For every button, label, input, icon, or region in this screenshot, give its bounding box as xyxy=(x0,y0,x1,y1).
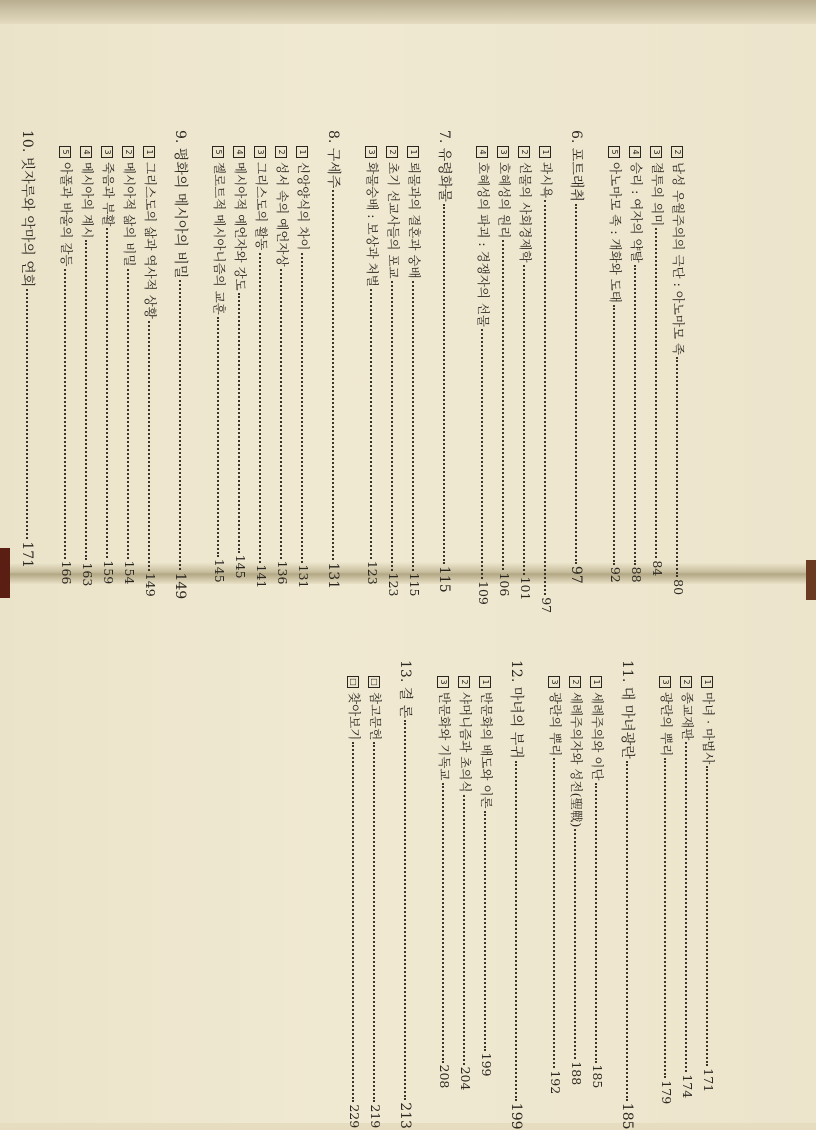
toc-entry-title: 반문화와 기독교 xyxy=(437,692,452,781)
toc-entry-title: 아노마모 족 : 개화와 도태 xyxy=(608,162,623,303)
toc-page-number: 171 xyxy=(701,1068,716,1093)
toc-page-number: 115 xyxy=(436,565,452,593)
toc-leader-dots xyxy=(575,829,577,1059)
toc-page-number: 145 xyxy=(212,558,227,583)
toc-entry-title: 젤로트적 메시아니즘의 교훈 xyxy=(212,162,227,315)
toc-leader-dots xyxy=(464,795,466,1065)
toc-entry-number: 3 xyxy=(438,676,450,688)
toc-chapter xyxy=(508,660,524,1130)
toc-entry-title: 신앙양식의 차이 xyxy=(296,162,311,251)
toc-entry xyxy=(568,676,584,1085)
toc-entry-title: 세례주의자와 성전(聖戰) xyxy=(569,692,584,828)
toc-page-number: 115 xyxy=(407,572,422,597)
toc-entry xyxy=(367,676,383,1128)
toc-entry-number: 2 xyxy=(459,676,471,688)
toc-entry xyxy=(436,676,452,1088)
toc-entry-number: 4 xyxy=(234,146,246,158)
toc-page-number: 204 xyxy=(458,1066,473,1091)
toc-entry-title: 10. 빗자루와 악마의 연회 xyxy=(19,130,35,288)
toc-entry-number: 1 xyxy=(591,676,603,688)
toc-page-number: 145 xyxy=(233,554,248,579)
toc-entry-title: 13. 결 론 xyxy=(397,660,413,719)
toc-page-number: 136 xyxy=(275,560,290,585)
toc-entry-title: 7. 유령화물 xyxy=(436,130,452,202)
toc-page-number: 84 xyxy=(650,560,665,577)
toc-entry-title: 과시욕 xyxy=(539,162,554,199)
toc-entry-number: 3 xyxy=(549,676,561,688)
toc-entry-number: 1 xyxy=(702,676,714,688)
toc-page-number: 159 xyxy=(101,560,116,585)
toc-entry-number: 4 xyxy=(630,146,642,158)
toc-entry xyxy=(658,676,674,1104)
toc-page-number: 179 xyxy=(659,1080,674,1105)
toc-entry-number: 1 xyxy=(144,146,156,158)
toc-page-number: 97 xyxy=(539,597,554,614)
toc-entry-number: □ xyxy=(348,676,360,688)
toc-entry-title: 결투의 의미 xyxy=(650,162,665,227)
toc-entry-number: 1 xyxy=(540,146,552,158)
toc-entry-title: 반문화의 배도와 이론 xyxy=(479,692,494,809)
toc-entry xyxy=(547,676,563,1094)
toc-page-number: 171 xyxy=(19,541,35,569)
toc-page-number: 149 xyxy=(143,572,158,597)
toc-entry-number: □ xyxy=(369,676,381,688)
toc-entry-title: 메시아적 예언자와 강도 xyxy=(233,162,248,291)
toc-page-number: 166 xyxy=(59,560,74,585)
toc-leader-dots xyxy=(596,783,598,1063)
toc-page-number: 88 xyxy=(629,566,644,583)
toc-page-number: 131 xyxy=(296,564,311,589)
toc-leader-dots xyxy=(353,742,355,1102)
toc-entry xyxy=(589,676,605,1088)
toc-entry-title: 11. 대 마녀광란 xyxy=(619,660,635,759)
toc-entry xyxy=(346,676,362,1128)
toc-entry-number: 4 xyxy=(477,146,489,158)
toc-page-number: 101 xyxy=(518,576,533,601)
toc-entry-title: 마녀 · 마법사 xyxy=(701,692,716,765)
toc-leader-dots xyxy=(626,761,628,1101)
toc-page-number: 106 xyxy=(497,572,512,597)
toc-page-number: 174 xyxy=(680,1074,695,1099)
toc-leader-dots xyxy=(665,758,667,1078)
toc-entry-number: 3 xyxy=(255,146,267,158)
toc-entry-number: 5 xyxy=(609,146,621,158)
toc-page-number: 185 xyxy=(619,1102,635,1130)
toc-entry-title: 참고문헌 xyxy=(368,692,383,741)
toc-entry-number: 1 xyxy=(408,146,420,158)
toc-entry-number: 2 xyxy=(387,146,399,158)
toc-chapter xyxy=(619,660,635,1130)
toc-entry-number: 1 xyxy=(297,146,309,158)
toc-entry xyxy=(478,676,494,1076)
toc-entry-number: 3 xyxy=(651,146,663,158)
toc-entry-title: 8. 구세주 xyxy=(325,130,341,189)
toc-entry-number: 1 xyxy=(480,676,492,688)
toc-entry-title: 샤머니즘과 초의식 xyxy=(458,692,473,793)
toc-entry-number: 4 xyxy=(81,146,93,158)
toc-leader-dots xyxy=(443,783,445,1063)
toc-page-number: 188 xyxy=(569,1061,584,1086)
toc-entry-title: 세례주의와 이단 xyxy=(590,692,605,781)
toc-entry-title: 그리스도의 삶과 역사적 상황 xyxy=(143,162,158,319)
toc-page-number: 213 xyxy=(397,1102,413,1129)
toc-entry-title: 6. 포트래취 xyxy=(568,130,584,202)
toc-page-number: 80 xyxy=(671,579,686,596)
toc-entry-number: 3 xyxy=(366,146,378,158)
toc-entry xyxy=(457,676,473,1090)
toc-entry xyxy=(700,676,716,1092)
toc-leader-dots xyxy=(404,720,406,1100)
toc-page-number: 109 xyxy=(476,581,491,605)
toc-page-number: 229 xyxy=(347,1104,362,1129)
toc-entry-title: 성서 속의 예언자상 xyxy=(275,162,290,267)
toc-entry-title: 호혜성의 원리 xyxy=(497,162,512,239)
toc-entry-number: 5 xyxy=(60,146,72,158)
toc-page-number: 92 xyxy=(608,566,623,583)
toc-entry-number: 2 xyxy=(123,146,135,158)
toc-entry-number: 2 xyxy=(672,146,684,158)
toc-entry-title: 승리 : 여자의 약탈 xyxy=(629,162,644,263)
toc-entry-number: 5 xyxy=(213,146,225,158)
toc-entry-title: 그리스도의 활동 xyxy=(254,162,269,251)
toc-entry-title: 찾아보기 xyxy=(347,692,362,741)
toc-page-number: 199 xyxy=(508,1102,524,1130)
toc-entry-title: 죽음과 부활 xyxy=(101,162,116,227)
toc-page-number: 208 xyxy=(437,1064,452,1089)
toc-entry-title: 종교재판 xyxy=(680,692,695,741)
toc-entry xyxy=(679,676,695,1098)
toc-entry-title: 광란의 뿌리 xyxy=(548,692,563,757)
toc-entry-title: 초기 선교사들의 포교 xyxy=(386,162,401,279)
toc-entry-title: 메시아적 삶의 비밀 xyxy=(122,162,137,267)
toc-page-number: 185 xyxy=(590,1064,605,1089)
toc-entry-title: 9. 평화의 메시아의 비밀 xyxy=(172,130,188,279)
toc-leader-dots xyxy=(374,742,376,1102)
toc-entry-number: 2 xyxy=(519,146,531,158)
toc-leader-dots xyxy=(686,742,688,1072)
toc-entry-title: 뢰물과의 결혼과 숭배 xyxy=(407,162,422,279)
toc-page-number: 163 xyxy=(80,562,95,587)
toc-page-number: 131 xyxy=(325,562,341,590)
toc-entry-number: 3 xyxy=(660,676,672,688)
toc-entry-title: 남성 우월주의의 극단 : 아노마모 족 xyxy=(671,162,686,356)
toc-page-number: 199 xyxy=(479,1052,494,1077)
toc-entry-title: 광란의 뿌리 xyxy=(659,692,674,757)
toc-leader-dots xyxy=(707,766,709,1066)
toc-page-number: 123 xyxy=(386,572,401,597)
toc-leader-dots xyxy=(554,758,556,1068)
toc-entry-title: 호혜성의 파괴 : 경쟁자의 선물 xyxy=(476,162,491,328)
toc-page-number: 123 xyxy=(365,560,380,585)
toc-leader-dots xyxy=(515,761,517,1101)
toc-page-number: 219 xyxy=(368,1104,383,1129)
toc-page-number: 192 xyxy=(548,1070,563,1095)
toc-entry-title: 아폴과 바울의 갈등 xyxy=(59,162,74,267)
toc-entry-title: 메시아의 계시 xyxy=(80,162,95,239)
toc-page-number: 141 xyxy=(254,564,269,589)
toc-entry-number: 3 xyxy=(102,146,114,158)
toc-entry-number: 2 xyxy=(570,676,582,688)
toc-entry-title: 화물숭배 : 보상과 처벌 xyxy=(365,162,380,287)
toc-page-number: 97 xyxy=(568,565,584,584)
toc-chapter xyxy=(397,660,413,1129)
toc-entry-number: 2 xyxy=(681,676,693,688)
toc-entry-number: 3 xyxy=(498,146,510,158)
toc-page-number: 154 xyxy=(122,560,137,585)
toc-entry-number: 2 xyxy=(276,146,288,158)
toc-entry-title: 12. 마녀의 부귀 xyxy=(508,660,524,759)
toc-page-number: 149 xyxy=(172,572,188,600)
toc-leader-dots xyxy=(485,811,487,1051)
toc-entry-title: 선물의 사회경제학 xyxy=(518,162,533,263)
